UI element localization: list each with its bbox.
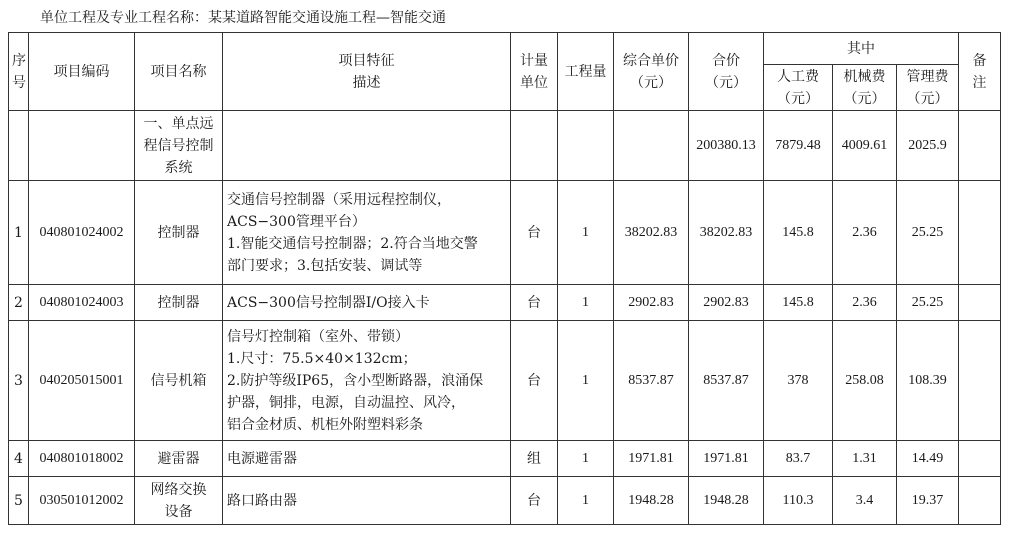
table-row	[9, 285, 1001, 321]
bill-of-quantities-table	[8, 32, 1001, 525]
cell-remark	[959, 321, 1001, 441]
header-machine: 机械费 （元）	[833, 65, 897, 111]
cell-unit-price	[614, 111, 689, 181]
table-row	[9, 321, 1001, 441]
cell-code: 040801024003	[29, 285, 135, 321]
cell-name: 网络交换 设备	[135, 477, 223, 525]
cell-mgmt: 19.37	[897, 477, 959, 525]
cell-code: 030501012002	[29, 477, 135, 525]
cell-mgmt: 25.25	[897, 181, 959, 285]
cell-total: 38202.83	[689, 181, 764, 285]
cell-desc: 交通信号控制器（采用远程控制仪， ACS−300管理平台） 1.智能交通信号控制器；2.符合当地交警 部门要求；3.包括安装、调试等	[223, 181, 511, 285]
cell-unit-price: 2902.83	[614, 285, 689, 321]
section-row	[9, 111, 1001, 181]
cell-total: 1948.28	[689, 477, 764, 525]
cell-qty: 1	[558, 285, 614, 321]
cell-unit-price: 1971.81	[614, 441, 689, 477]
header-unit: 计量 单位	[511, 33, 558, 111]
cell-machine: 3.4	[833, 477, 897, 525]
cell-seq: 3	[9, 321, 29, 441]
cell-name: 避雷器	[135, 441, 223, 477]
cell-seq: 4	[9, 441, 29, 477]
cell-remark	[959, 285, 1001, 321]
header-remark: 备 注	[959, 33, 1001, 111]
cell-total: 2902.83	[689, 285, 764, 321]
cell-remark	[959, 111, 1001, 181]
cell-machine: 4009.61	[833, 111, 897, 181]
cell-labor: 7879.48	[764, 111, 833, 181]
cell-seq	[9, 111, 29, 181]
header-unit-price: 综合单价 （元）	[614, 33, 689, 111]
cell-qty	[558, 111, 614, 181]
cell-unit-price: 38202.83	[614, 181, 689, 285]
cell-name: 控制器	[135, 181, 223, 285]
cell-remark	[959, 441, 1001, 477]
cell-desc: 电源避雷器	[223, 441, 511, 477]
cell-unit	[511, 111, 558, 181]
cell-desc: 路口路由器	[223, 477, 511, 525]
cell-labor: 145.8	[764, 285, 833, 321]
header-mgmt: 管理费 （元）	[897, 65, 959, 111]
cell-labor: 83.7	[764, 441, 833, 477]
header-among: 其中	[764, 33, 959, 65]
header-name: 项目名称	[135, 33, 223, 111]
cell-code: 040801024002	[29, 181, 135, 285]
header-desc: 项目特征 描述	[223, 33, 511, 111]
cell-code: 040205015001	[29, 321, 135, 441]
cell-mgmt: 108.39	[897, 321, 959, 441]
header-code: 项目编码	[29, 33, 135, 111]
table-row	[9, 181, 1001, 285]
cell-labor: 145.8	[764, 181, 833, 285]
table-row	[9, 441, 1001, 477]
cell-desc: 信号灯控制箱（室外、带锁） 1.尺寸：75.5×40×132cm； 2.防护等级IP65，含小型断路器，浪涌保 护器，铜排，电源，自动温控、风冷， 铝合金材质、机柜外附塑料彩条	[223, 321, 511, 441]
cell-mgmt: 2025.9	[897, 111, 959, 181]
cell-qty: 1	[558, 477, 614, 525]
header-seq: 序 号	[9, 33, 29, 111]
cell-unit: 台	[511, 285, 558, 321]
cell-name: 信号机箱	[135, 321, 223, 441]
header-total: 合价 （元）	[689, 33, 764, 111]
cell-machine: 1.31	[833, 441, 897, 477]
cell-seq: 2	[9, 285, 29, 321]
cell-mgmt: 25.25	[897, 285, 959, 321]
cell-unit-price: 1948.28	[614, 477, 689, 525]
cell-name: 控制器	[135, 285, 223, 321]
cell-desc: ACS−300信号控制器I/O接入卡	[223, 285, 511, 321]
cell-unit: 组	[511, 441, 558, 477]
cell-qty: 1	[558, 441, 614, 477]
cell-machine: 2.36	[833, 285, 897, 321]
cell-seq: 1	[9, 181, 29, 285]
cell-code	[29, 111, 135, 181]
table-row	[9, 477, 1001, 525]
cell-mgmt: 14.49	[897, 441, 959, 477]
cell-remark	[959, 477, 1001, 525]
cell-unit-price: 8537.87	[614, 321, 689, 441]
cell-labor: 378	[764, 321, 833, 441]
cell-seq: 5	[9, 477, 29, 525]
cell-total: 200380.13	[689, 111, 764, 181]
cell-labor: 110.3	[764, 477, 833, 525]
cell-total: 1971.81	[689, 441, 764, 477]
cell-machine: 258.08	[833, 321, 897, 441]
cell-remark	[959, 181, 1001, 285]
cell-unit: 台	[511, 321, 558, 441]
cell-qty: 1	[558, 181, 614, 285]
table-caption: 单位工程及专业工程名称：某某道路智能交通设施工程—智能交通	[40, 10, 446, 26]
cell-total: 8537.87	[689, 321, 764, 441]
cell-code: 040801018002	[29, 441, 135, 477]
cell-unit: 台	[511, 181, 558, 285]
header-labor: 人工费 （元）	[764, 65, 833, 111]
cell-qty: 1	[558, 321, 614, 441]
header-qty: 工程量	[558, 33, 614, 111]
cell-desc	[223, 111, 511, 181]
cell-unit: 台	[511, 477, 558, 525]
cell-name: 一、单点远 程信号控制 系统	[135, 111, 223, 181]
cell-machine: 2.36	[833, 181, 897, 285]
